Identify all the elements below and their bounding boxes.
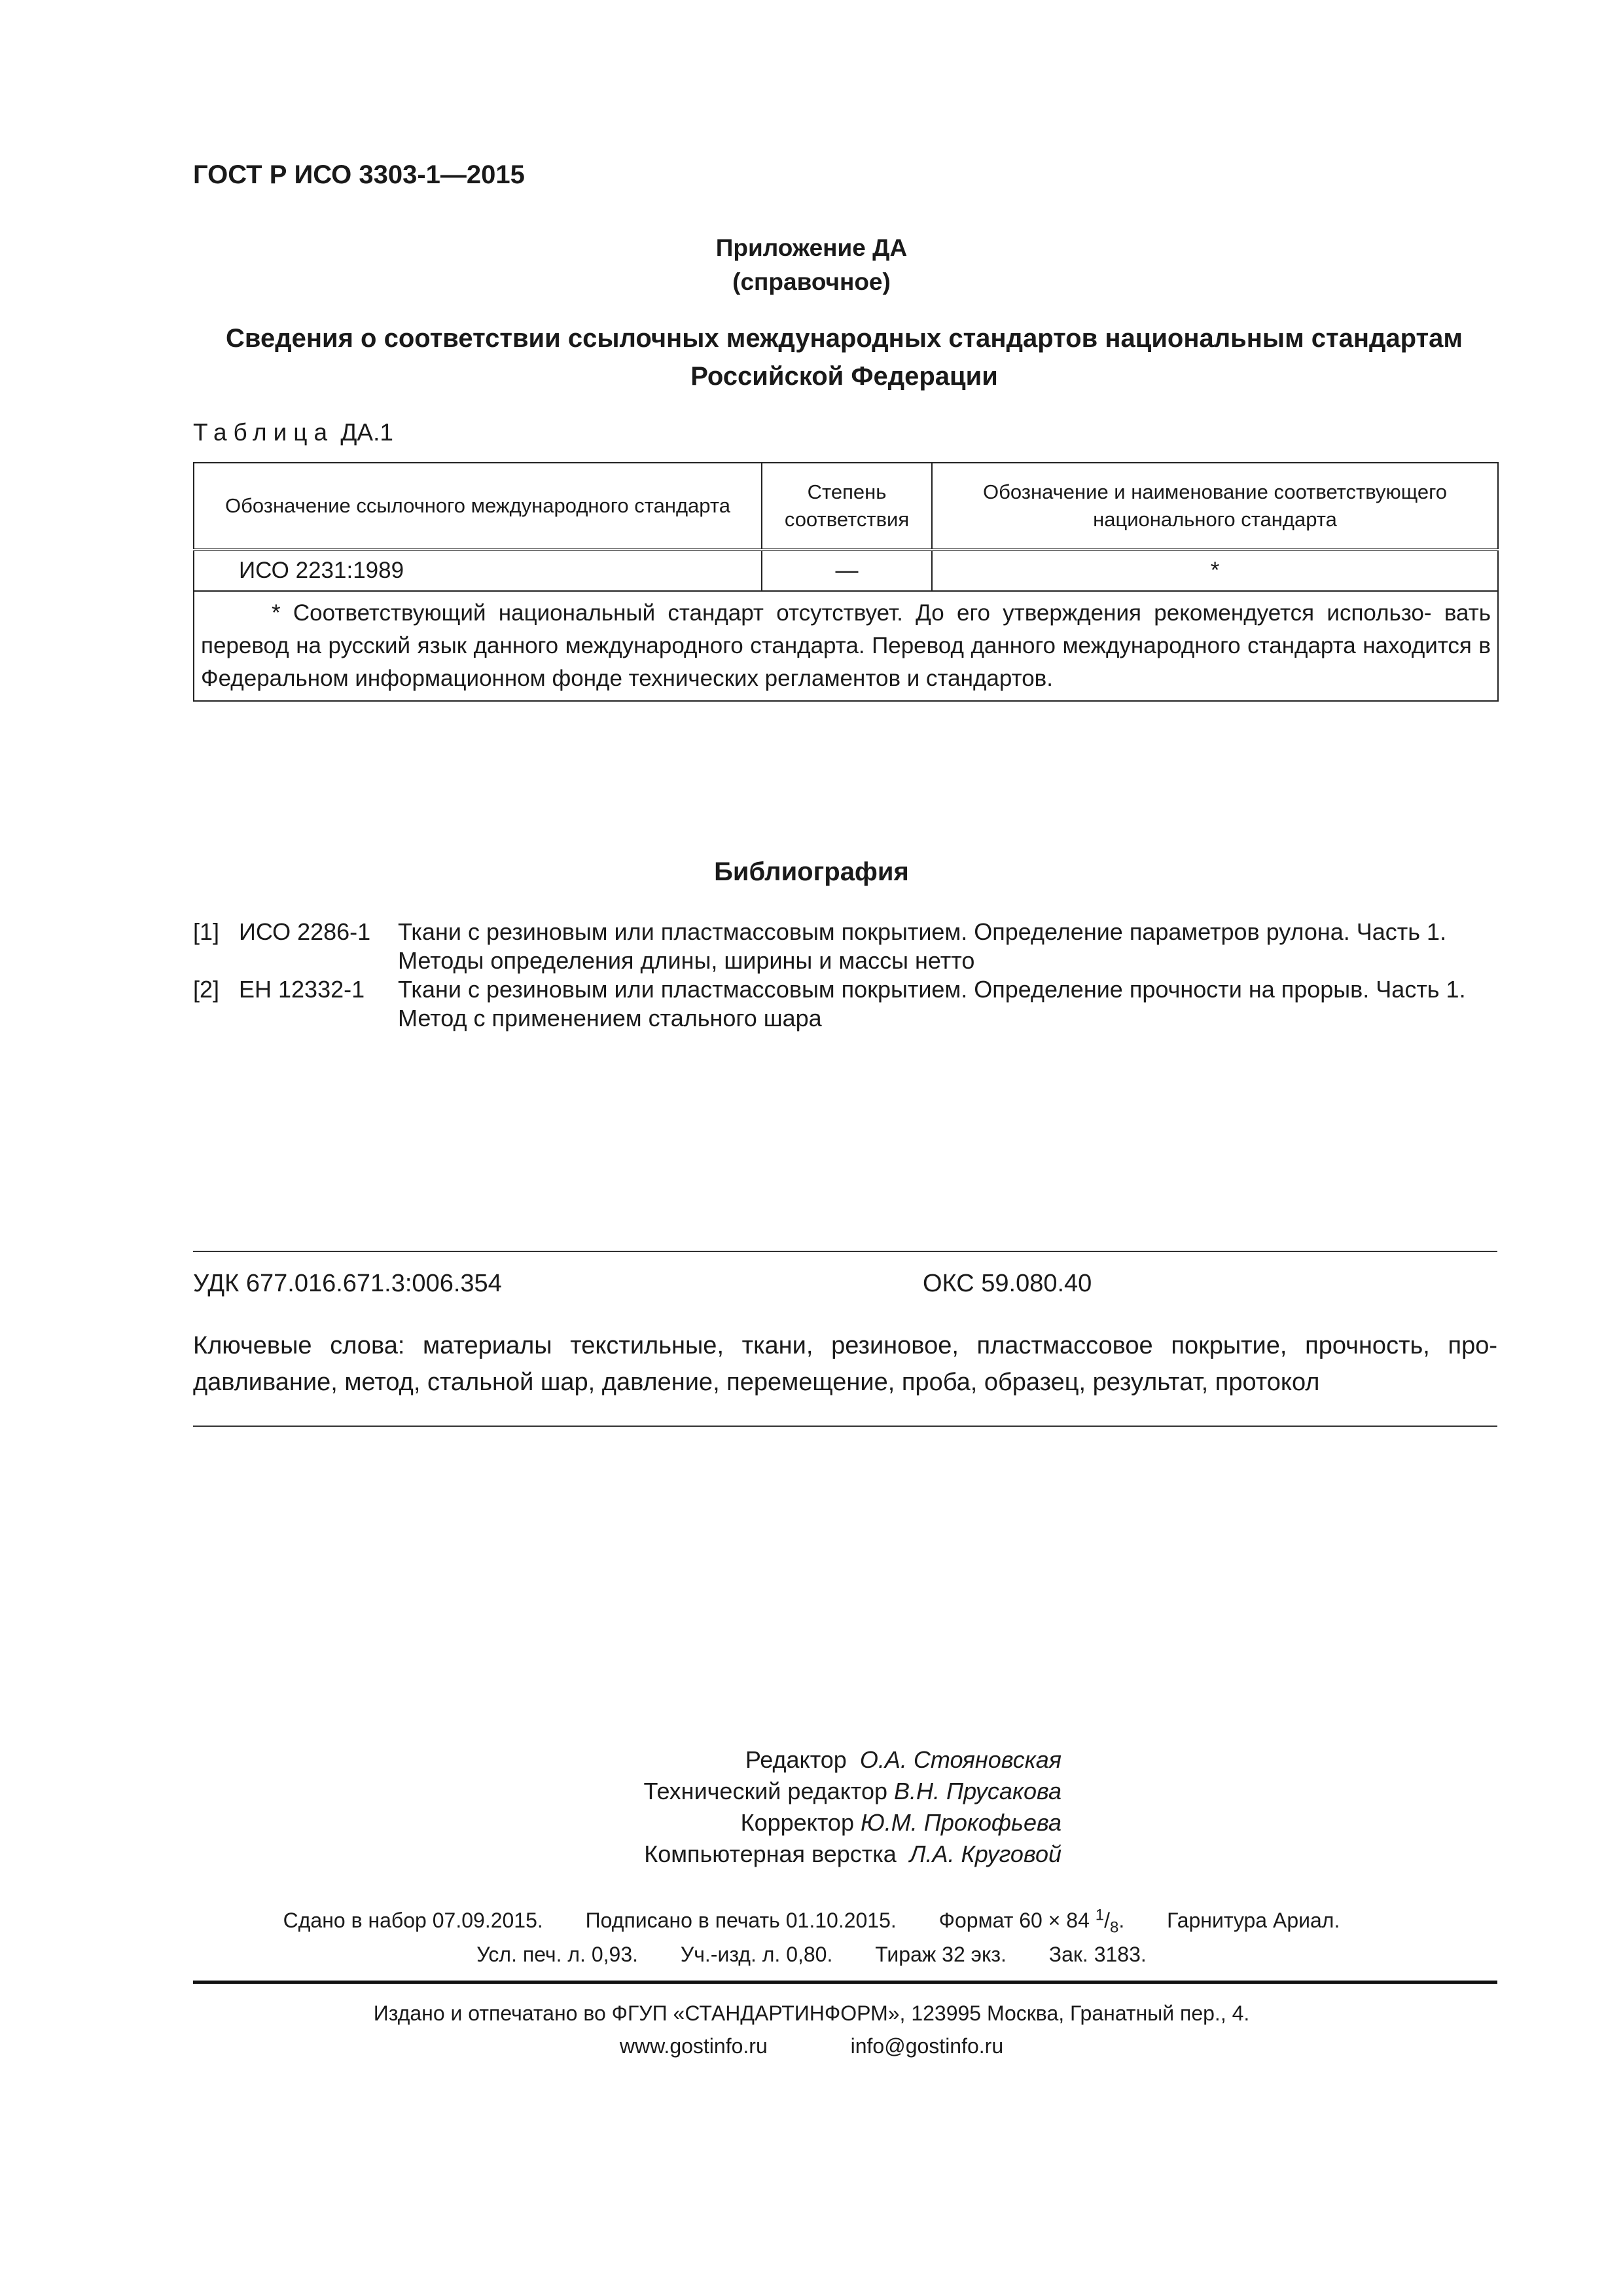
- bibliography-text-line: Методы определения длины, ширины и массы нетто: [398, 947, 975, 974]
- bibliography-number: [1]: [193, 918, 220, 945]
- credit-name: Л.А. Круговой: [909, 1840, 1061, 1867]
- table-header-row: [194, 463, 1498, 550]
- imprint-order: Зак. 3183.: [1048, 1943, 1147, 1966]
- credit-editor: [745, 1744, 1061, 1776]
- imprint-typeface: Гарнитура Ариал.: [1167, 1908, 1340, 1932]
- bibliography-title: Библиография: [714, 857, 909, 886]
- document-code: ГОСТ Р ИСО 3303-1—2015: [193, 160, 525, 189]
- bibliography-text-line: Метод с применением стального шара: [398, 1005, 822, 1031]
- cell-degree: —: [762, 550, 932, 591]
- imprint-format-num: 1: [1095, 1906, 1105, 1924]
- imprint-format-den: 8: [1110, 1918, 1119, 1937]
- table-footnote-row: [194, 591, 1498, 701]
- column-header-standard: Обозначение ссылочного международного стандарта: [194, 463, 762, 550]
- bibliography-text-line: Ткани с резиновым или пластмассовым покрытием. Определение прочности на прорыв. Часть 1.: [398, 976, 1466, 1003]
- bibliography-item: [193, 975, 1497, 1033]
- imprint-contacts: [0, 2034, 1623, 2058]
- keywords: Ключевые слова: материалы текстильные, ткани, резиновое, пластмассовое покрытие, прочность, про- давливание, метод, стальной шар, давление, перемещение, проба, образец, результат, протокол: [193, 1332, 1497, 1396]
- column-header-degree: Степень соответствия: [762, 463, 932, 550]
- credit-role: Технический редактор: [643, 1778, 887, 1804]
- correspondence-table: [193, 462, 1499, 702]
- credit-role: Редактор: [745, 1746, 847, 1773]
- imprint-line-1: [0, 1906, 1623, 1937]
- imprint-line-2: [0, 1943, 1623, 1967]
- column-header-national: Обозначение и наименование соответствующего национального стандарта: [932, 463, 1498, 550]
- imprint-pub-sheets: Уч.-изд. л. 0,80.: [680, 1943, 833, 1966]
- credit-name: Ю.М. Прокофьева: [860, 1809, 1061, 1836]
- bibliography-text-line: Ткани с резиновым или пластмассовым покрытием. Определение параметров рулона. Часть 1.: [398, 918, 1447, 945]
- credit-role: Корректор: [740, 1809, 854, 1836]
- credit-layout: [644, 1839, 1061, 1870]
- oks-code: ОКС 59.080.40: [923, 1270, 1092, 1297]
- divider-thick: [193, 1981, 1497, 1984]
- annex-type: (справочное): [732, 268, 891, 295]
- udk-code: УДК 677.016.671.3:006.354: [193, 1270, 502, 1297]
- bibliography-item: [193, 918, 1497, 975]
- credit-name: В.Н. Прусакова: [894, 1778, 1061, 1804]
- table-footnote-text: * Соответствующий национальный стандарт отсутствует. До его утверждения рекомендуется использо- вать перевод на русский язык данного международного стандарта. Перевод данного международного стандарта находится в Федеральном информационном фонде технических регламентов и стандартов.: [201, 600, 1491, 691]
- divider: [193, 1251, 1497, 1252]
- annex-heading-line-1: Сведения о соответствии ссылочных международных стандартов национальным стандартам: [226, 324, 1463, 353]
- cell-national: *: [932, 550, 1498, 591]
- imprint-sent: Сдано в набор 07.09.2015.: [283, 1908, 543, 1932]
- publisher-email-link[interactable]: info@gostinfo.ru: [850, 2034, 1004, 2058]
- annex-name: Приложение ДА: [715, 234, 908, 261]
- bibliography-code: ИСО 2286-1: [239, 918, 371, 945]
- imprint-format: Формат 60 × 84 $^1/_8$.: [938, 1906, 1125, 1937]
- table-row: [194, 550, 1498, 591]
- imprint-print-sheets: Усл. печ. л. 0,93.: [476, 1943, 638, 1966]
- bibliography-code: ЕН 12332-1: [239, 976, 365, 1003]
- bibliography-text: [398, 918, 1497, 975]
- credit-proofreader: [741, 1807, 1061, 1839]
- imprint-run: Тираж 32 экз.: [875, 1943, 1007, 1966]
- table-label-word: Таблица: [193, 419, 334, 446]
- credit-tech-editor: [643, 1776, 1061, 1807]
- annex-heading: [193, 319, 1495, 395]
- table-footnote: [194, 591, 1498, 701]
- bibliography-text: [398, 975, 1497, 1033]
- table-label-number: ДА.1: [340, 419, 393, 446]
- credit-role: Компьютерная верстка: [644, 1840, 897, 1867]
- imprint-publisher: Издано и отпечатано во ФГУП «СТАНДАРТИНФОРМ», 123995 Москва, Гранатный пер., 4.: [373, 2001, 1250, 2025]
- bibliography-number: [2]: [193, 976, 220, 1003]
- annex-heading-line-2: Российской Федерации: [690, 362, 998, 391]
- cell-standard: ИСО 2231:1989: [194, 550, 762, 591]
- divider: [193, 1426, 1497, 1427]
- annex-title: [0, 231, 1623, 299]
- imprint-format-text: Формат 60 × 84: [938, 1908, 1090, 1932]
- credit-name: О.А. Стояновская: [859, 1746, 1061, 1773]
- table-label: [193, 419, 393, 446]
- publisher-site-link[interactable]: www.gostinfo.ru: [619, 2034, 768, 2058]
- imprint-signed: Подписано в печать 01.10.2015.: [585, 1908, 897, 1932]
